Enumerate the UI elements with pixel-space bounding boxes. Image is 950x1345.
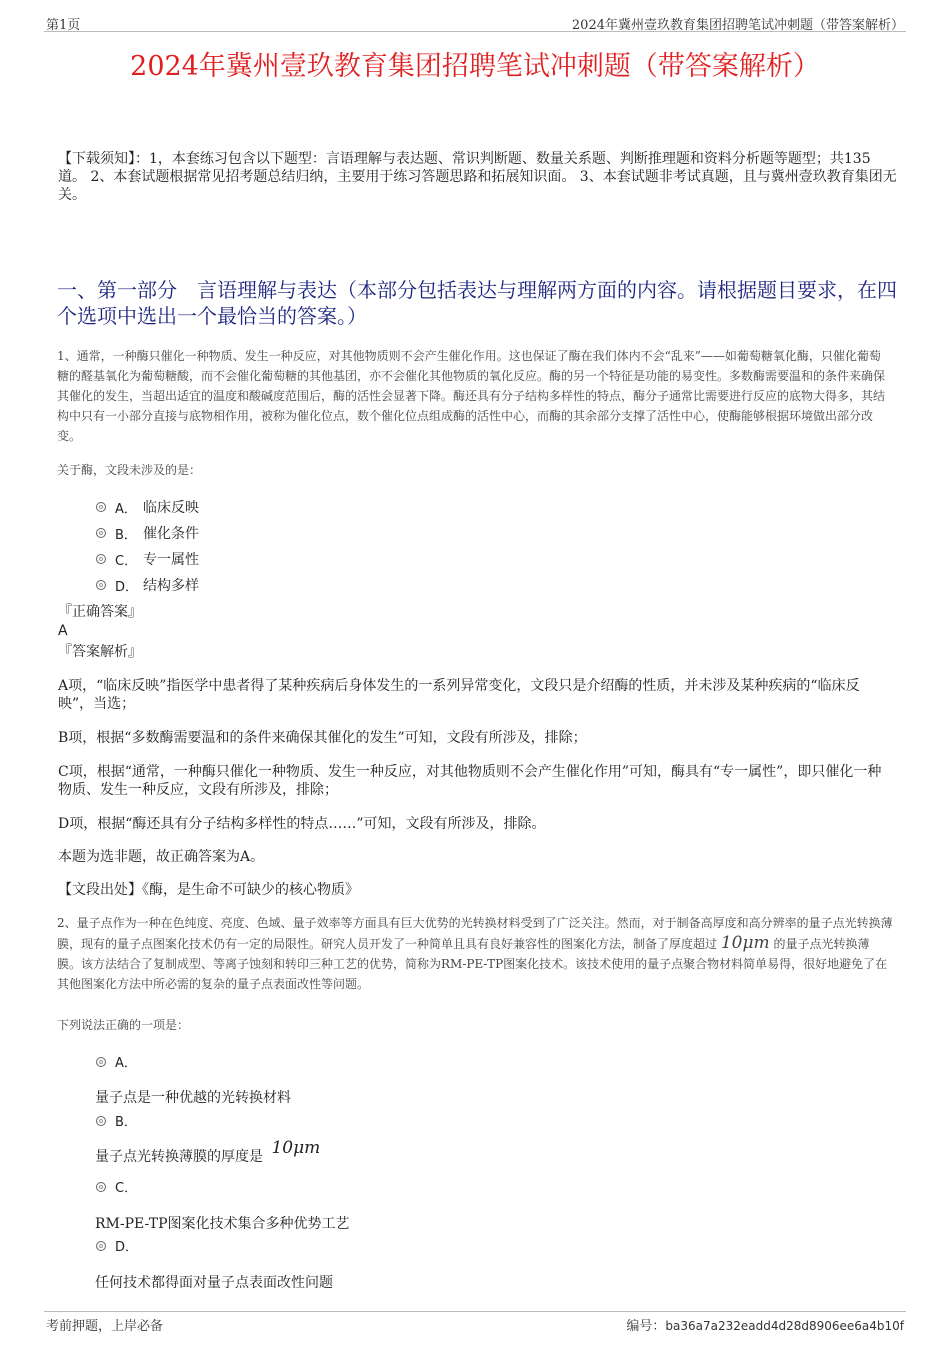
answer-label: 『正确答案』 xyxy=(58,604,142,620)
q1-stem: 关于酶，文段未涉及的是： xyxy=(57,463,202,477)
option-text: 结构多样 xyxy=(143,578,199,594)
q2-stem: 下列说法正确的一项是： xyxy=(57,1018,190,1032)
correct-answer: A xyxy=(58,623,68,639)
q1-option-a[interactable] xyxy=(96,497,199,517)
radio-icon[interactable] xyxy=(96,580,106,590)
radio-icon[interactable] xyxy=(96,1116,106,1126)
footer-code-value: ba36a7a232eadd4d28d8906ee6a4b10f xyxy=(665,1319,904,1333)
analysis-a: A项，“临床反映”指医学中患者得了某种疾病后身体发生的一系列异常变化，文段只是介绍酶的性质，并未涉及某种疾病的“临床反映”，当选； xyxy=(58,678,860,712)
option-text: 催化条件 xyxy=(143,526,199,542)
q1-passage: 1、通常，一种酶只催化一种物质、发生一种反应，对其他物质则不会产生催化作用。这也保证了酶在我们体内不会“乱来”——如葡萄糖氧化酶，只催化葡萄糖的醛基氧化为葡萄糖酸，而不会催化葡萄糖的其他基团，亦不会催化其他物质的氧化反应。酶的另一个特征是功能的易变性。多数酶需要温和的条件来确保其催化的发生，当超出适宜的温度和酸碱度范围后，酶的活性会显著下降。酶还具有分子结构多样性的特点，酶分子通常比需要进行反应的底物大得多，其结构中只有一小部分直接与底物相作用，被称为催化位点，数个催化位点组成酶的活性中心，而酶的其余部分支撑了活性中心，使酶能够根据环境做出部分改变。 xyxy=(57,349,886,443)
page-number: 第1页 xyxy=(46,18,81,33)
q2-option-c[interactable] xyxy=(96,1177,143,1196)
q2-option-d-text: 任何技术都得面对量子点表面改性问题 xyxy=(95,1275,333,1291)
passage-source: 【文段出处】《酶，是生命不可缺少的核心物质》 xyxy=(58,882,359,898)
analysis-c: C项，根据“通常，一种酶只催化一种物质、发生一种反应，对其他物质则不会产生催化作用”可知，酶具有“专一属性”，即只催化一种物质、发生一种反应，文段有所涉及，排除； xyxy=(58,764,882,798)
option-text: 临床反映 xyxy=(143,500,199,516)
option-text: 专一属性 xyxy=(143,552,199,568)
q2-option-c-text: RM-PE-TP图案化技术集合多种优势工艺 xyxy=(95,1216,350,1232)
analysis-conclusion: 本题为选非题，故正确答案为A。 xyxy=(58,849,265,865)
q2-math-thickness: 10μm xyxy=(720,933,770,953)
radio-icon[interactable] xyxy=(96,1057,106,1067)
analysis-label: 『答案解析』 xyxy=(58,644,142,660)
q2-option-b-math: 10μm xyxy=(271,1138,321,1158)
q2-passage-part-a: 2、量子点作为一种在色纯度、亮度、色域、量子效率等方面具有巨大优势的光转换材料受到了广泛关注。然而，对于制备高厚度和高分辨率的量子点光转换薄膜，现有的量子点图案化技术仍有一定的局限性。研究人员开发了一种简单且具有良好兼容性的图案化方法，制备了厚度超过 xyxy=(57,916,893,951)
header-doc-title: 2024年冀州壹玖教育集团招聘笔试冲刺题（带答案解析） xyxy=(571,18,904,33)
analysis-b: B项，根据“多数酶需要温和的条件来确保其催化的发生”可知，文段有所涉及，排除； xyxy=(58,730,587,746)
q1-option-d[interactable] xyxy=(96,575,199,595)
download-notice: 【下载须知】：1，本套练习包含以下题型：言语理解与表达题、常识判断题、数量关系题、判断推理题和资料分析题等题型；共135道。 2、本套试题根据常见招考题总结归纳，主要用于练习答题思路和拓展知识面。 3、本套试题非考试真题，且与冀州壹玖教育集团无关。 xyxy=(58,151,897,203)
footer-divider xyxy=(44,1311,906,1312)
page-title: 2024年冀州壹玖教育集团招聘笔试冲刺题（带答案解析） xyxy=(130,51,820,82)
radio-icon[interactable] xyxy=(96,1182,106,1192)
q1-option-c[interactable] xyxy=(96,549,199,569)
section-heading: 一、第一部分 言语理解与表达（本部分包括表达与理解两方面的内容。请根据题目要求，在四个选项中选出一个最恰当的答案。） xyxy=(57,278,897,328)
q2-option-b-text xyxy=(95,1138,321,1166)
q2-passage-part-b: 的量子点光转换薄膜。该方法结合了复制成型、等离子蚀刻和转印三种工艺的优势，简称为RM-PE-TP图案化技术。该技术使用的量子点聚合物材料简单易得，很好地避免了在其他图案化方法中所必需的复杂的量子点表面改性等问题。 xyxy=(57,937,888,991)
footer-code xyxy=(626,1315,904,1334)
option-letter: C． xyxy=(115,1181,138,1196)
option-letter: D． xyxy=(115,1240,139,1255)
option-letter: B． xyxy=(115,1115,137,1130)
radio-icon[interactable] xyxy=(96,554,106,564)
footer-slogan: 考前押题，上岸必备 xyxy=(46,1319,164,1334)
q1-option-b[interactable] xyxy=(96,523,199,543)
footer-code-label: 编号： xyxy=(626,1319,666,1334)
radio-icon[interactable] xyxy=(96,528,106,538)
option-letter: A． xyxy=(115,501,137,517)
option-letter: D． xyxy=(115,579,139,595)
option-text: 量子点光转换薄膜的厚度是 xyxy=(95,1149,263,1165)
analysis-d: D项，根据“酶还具有分子结构多样性的特点……”可知，文段有所涉及，排除。 xyxy=(58,816,546,832)
q2-option-a[interactable] xyxy=(96,1052,143,1071)
radio-icon[interactable] xyxy=(96,1241,106,1251)
option-letter: C． xyxy=(115,553,138,569)
q2-passage xyxy=(57,913,893,994)
option-letter: A． xyxy=(115,1056,137,1071)
option-letter: B． xyxy=(115,527,137,543)
radio-icon[interactable] xyxy=(96,502,106,512)
q2-option-d[interactable] xyxy=(96,1236,143,1255)
q2-option-a-text: 量子点是一种优越的光转换材料 xyxy=(95,1090,291,1106)
header-divider xyxy=(44,31,906,32)
q2-option-b[interactable] xyxy=(96,1111,143,1130)
